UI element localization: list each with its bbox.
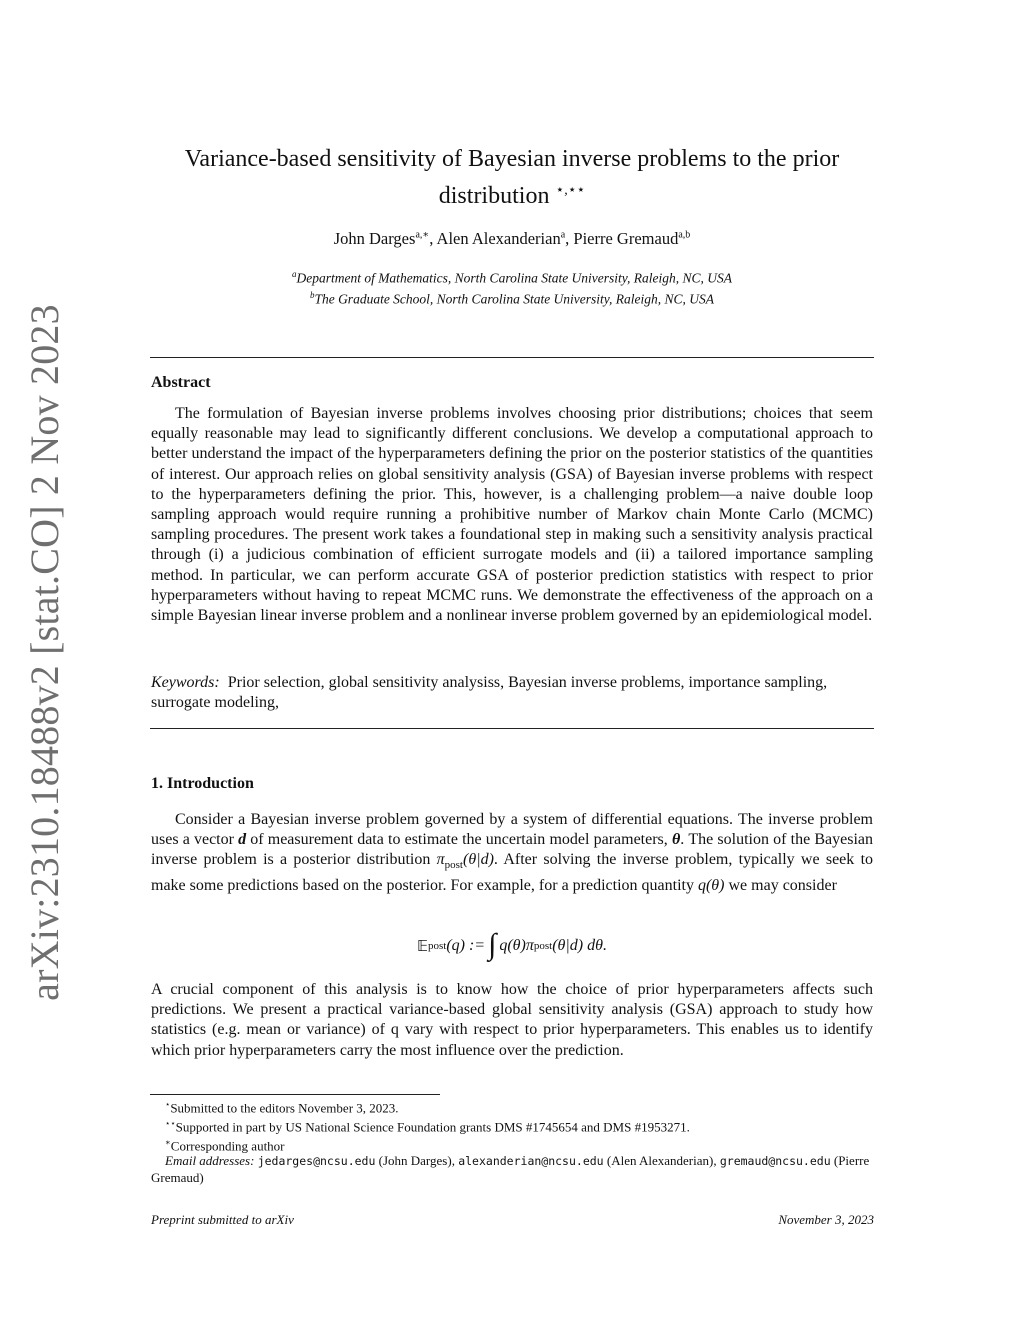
author-affil-mark: a,b — [678, 229, 691, 241]
author-name: John Darges — [333, 229, 416, 248]
abstract-bottom-rule — [150, 728, 874, 729]
footer-date: November 3, 2023 — [778, 1212, 874, 1227]
intro-paragraph-2: A crucial component of this analysis is to know how the choice of prior hyperparameters affects such predictions. We present a practical variance-based global sensitivity analysis (GSA) approach to study how statistics (e.g. mean or variance) of q vary with respect to prior hyperparameters. This enables us to identify which prior hyperparameters carry the most influence over the prediction. — [151, 981, 873, 1059]
integral-sign: ∫ — [488, 928, 497, 961]
affiliation-line: $^b$The Graduate School, North Carolina State University, Raleigh, NC, USA — [309, 289, 715, 306]
author-name: Pierre Gremaud — [573, 229, 679, 248]
email-link[interactable]: gremaud@ncsu.edu — [719, 1154, 831, 1169]
abstract-top-rule — [150, 357, 874, 358]
intro-paragraph-1: Consider a Bayesian inverse problem governed by a system of differential equations. The inverse problem uses a vector d of measurement data to estimate the uncertain model parameters, θ. The solution of the Bayesian inverse problem is a posterior distribution $\pi_{post}(\theta|d)$. After solving the inverse problem, typically we seek to make some predictions based on the posterior. For example, for a prediction quantity q(θ) we may consider — [151, 811, 874, 894]
footnote-emails: Email addresses: jedarges@ncsu.edu (John Darges), alexanderian@ncsu.edu (Alen Alexanderian), gremaud@ncsu.edu (Pierre Gremaud) — [151, 1153, 870, 1185]
display-equation: 𝔼 post (q) := ∫ q(θ)π post (θ|d) dθ. — [417, 928, 607, 961]
affiliations — [150, 266, 874, 307]
footnote-corresponding: ∗Corresponding author — [165, 1136, 285, 1153]
author-affil-mark: a,∗ — [415, 229, 430, 241]
affiliation-line: $^a$Department of Mathematics, North Carolina State University, Raleigh, NC, USA — [291, 269, 733, 286]
abstract-heading: Abstract — [151, 374, 211, 391]
author-affil-mark: a — [560, 229, 566, 241]
abstract-body: The formulation of Bayesian inverse problems involves choosing prior distributions; choices that seem equally reasonable may lead to significantly different conclusions. We develop a computational approach to better understand the impact of the hyperparameters defining the prior on the posterior statistics of the quantities of interest. Our approach relies on global sensitivity analysis (GSA) of Bayesian inverse problems with respect to the hyperparameters defining the prior. This, however, is a challenging problem—a naive double loop sampling approach would require running a prohibitive number of Markov chain Monte Carlo (MCMC) sampling procedures. The present work takes a foundational step in making such a sensitivity analysis practical through (i) a judicious combination of efficient surrogate models and (ii) a tailored importance sampling method. In particular, we can perform accurate GSA of posterior prediction statistics with respect to prior hyperparameters without having to repeat MCMC runs. We demonstrate the effectiveness of the approach on a simple Bayesian linear inverse problem and a nonlinear inverse problem governed by an epidemiological model. — [151, 405, 873, 625]
footer-preprint-note: Preprint submitted to arXiv — [151, 1212, 294, 1227]
author-list: John Darges$^{a,∗}$, Alen Alexanderian$^a$, Pierre Gremaud$^{a,b}$ — [333, 229, 691, 248]
footnote-submitted: ⋆Submitted to the editors November 3, 2023. — [165, 1099, 399, 1116]
arxiv-identifier: arXiv:2310.18488v2 [stat.CO] 2 Nov 2023 — [21, 303, 67, 1001]
footnote-rule — [150, 1094, 440, 1095]
section-heading-introduction: 1. Introduction — [151, 775, 254, 792]
title-footnote-marks: ⋆,⋆⋆ — [555, 183, 586, 198]
title-text: Variance-based sensitivity of Bayesian inverse problems to the prior distribution — [184, 146, 840, 209]
arxiv-sidebar-stamp — [20, 303, 68, 1001]
keywords-text: Prior selection, global sensitivity analysiss, Bayesian inverse problems, importance sampling, surrogate modeling, — [151, 674, 828, 711]
keywords — [151, 673, 873, 713]
email-link[interactable]: jedarges@ncsu.edu — [257, 1154, 376, 1169]
paper-title — [150, 144, 874, 212]
author-name: Alen Alexanderian — [436, 229, 561, 248]
email-link[interactable]: alexanderian@ncsu.edu — [458, 1154, 604, 1169]
keywords-label: Keywords: — [151, 674, 220, 691]
footnotes — [151, 1097, 873, 1185]
footnote-funding: ⋆⋆Supported in part by US National Science Foundation grants DMS #1745654 and DMS #1953271. — [165, 1117, 690, 1135]
